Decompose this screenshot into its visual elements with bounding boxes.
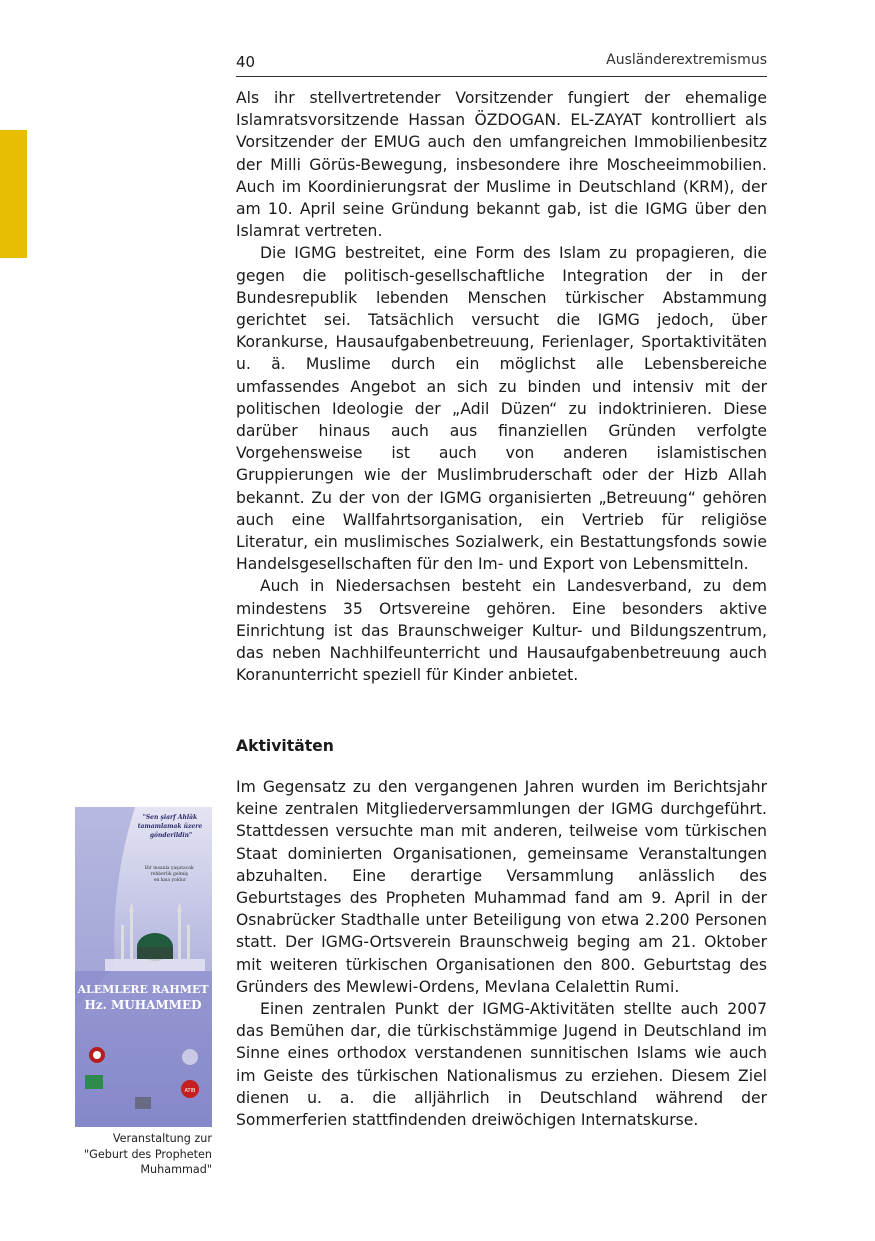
section-heading: Aktivitäten — [236, 737, 334, 755]
poster-title-line1: ALEMLERE RAHMET — [77, 983, 209, 996]
paragraph: Als ihr stellvertretender Vorsitzender fungiert der ehemalige Islamratsvorsitzende Hassan ÖZDOGAN. EL-ZAYAT kontrolliert als Vorsitzender der EMUG auch den umfangreichen Immobilienbesitz der Milli Görüs-Bewegung, insbesondere ihre Moscheeimmobilien. Auch im Koordinierungsrat der Muslime in Deutschland (KRM), der am 10. April seine Gründung bekannt gab, ist die IGMG über den Islamrat vertreten. — [236, 89, 767, 241]
figure-caption — [40, 1131, 212, 1178]
poster-quote: "Sen şiarf Ahlâk tamamlamak üzere gönderildin" — [137, 814, 203, 839]
paragraph: Einen zentralen Punkt der IGMG-Aktivitäten stellte auch 2007 das Bemühen dar, die türkischstämmige Jugend in Deutschland im Sinne eines orthodox verstandenen sunnitischen Islams wie auch im Geiste des türkischen Nationalismus zu erziehen. Diesem Ziel dienen u. a. die alljährlich in Deutschland während der Sommerferien stattfindenden dreiwöchigen Internatskurse. — [236, 1000, 767, 1130]
page-header — [236, 50, 767, 77]
caption-line: Muhammad" — [140, 1163, 212, 1177]
body-text-bottom — [236, 776, 767, 1131]
poster-title-line2: Hz. MUHAMMED — [84, 998, 202, 1012]
paragraph: Im Gegensatz zu den vergangenen Jahren wurden im Berichtsjahr keine zentralen Mitgliederversammlungen der IGMG durchgeführt. Stattdessen versuchte man mit anderen, teilweise vom türkischen Staat dominierten Organisationen, gemeinsame Veranstaltungen abzuhalten. Eine derartige Versammlung anlässlich des Geburtstages des Propheten Muhammad fand am 9. April in der Osnabrücker Stadthalle unter Beteiligung von etwa 2.200 Personen statt. Der IGMG-Ortsverein Braunschweig beging am 21. Oktober mit weiteren türkischen Organisationen den 800. Geburtstag des Gründers des Mewlewi-Ordens, Mevlana Celalettin Rumi. — [236, 778, 767, 996]
page-number: 40 — [236, 53, 256, 71]
caption-line: Veranstaltung zur — [112, 1132, 212, 1145]
paragraph: Auch in Niedersachsen besteht ein Landesverband, zu dem mindestens 35 Ortsvereine gehören. Eine besonders aktive Einrichtung ist das Braunschweiger Kultur- und Bildungszentrum, das neben Nachhilfeunterricht und Hausaufgabenbetreuung auch Koranunterricht speziell für Kinder anbietet. — [236, 577, 767, 685]
body-text-top — [236, 87, 767, 686]
running-head: Ausländerextremismus — [606, 52, 767, 68]
paragraph: Die IGMG bestreitet, eine Form des Islam zu propagieren, die gegen die politisch-gesellschaftliche Integration der in der Bundesrepublik lebenden Menschen türkischer Abstammung gerichtet sei. Tatsächlich versucht die IGMG jedoch, über Korankurse, Hausaufgabenbetreuung, Ferienlager, Sportaktivitäten u. ä. Muslime durch ein möglichst alle Lebensbereiche umfassendes Angebot an sich zu binden und intensiv mit der politischen Ideologie der „Adil Düzen“ zu indoktrinieren. Diese darüber hinaus auch aus finanziellen Gründen verfolgte Vorgehensweise ist auch von anderen islamistischen Gruppierungen wie der Muslimbruderschaft oder der Hizb Allah bekannt. Zu der von der IGMG organisierten „Betreuung“ gehören auch eine Wallfahrtsorganisation, ein Vertrieb für religiöse Literatur, ein muslimisches Sozialwerk, ein Bestattungsfonds sowie Handelsgesellschaften für den Im- und Export von Lebensmitteln. — [236, 244, 767, 574]
event-poster-image — [75, 807, 212, 1127]
caption-line: "Geburt des Propheten — [84, 1147, 212, 1161]
svg-text:ATIB: ATIB — [184, 1088, 196, 1094]
svg-text:Bir insanla yaşatacak re: Bir insanla yaşatacak rehberlik gelmiş en kısa yoldur — [144, 866, 194, 883]
chapter-side-tab — [0, 130, 27, 258]
